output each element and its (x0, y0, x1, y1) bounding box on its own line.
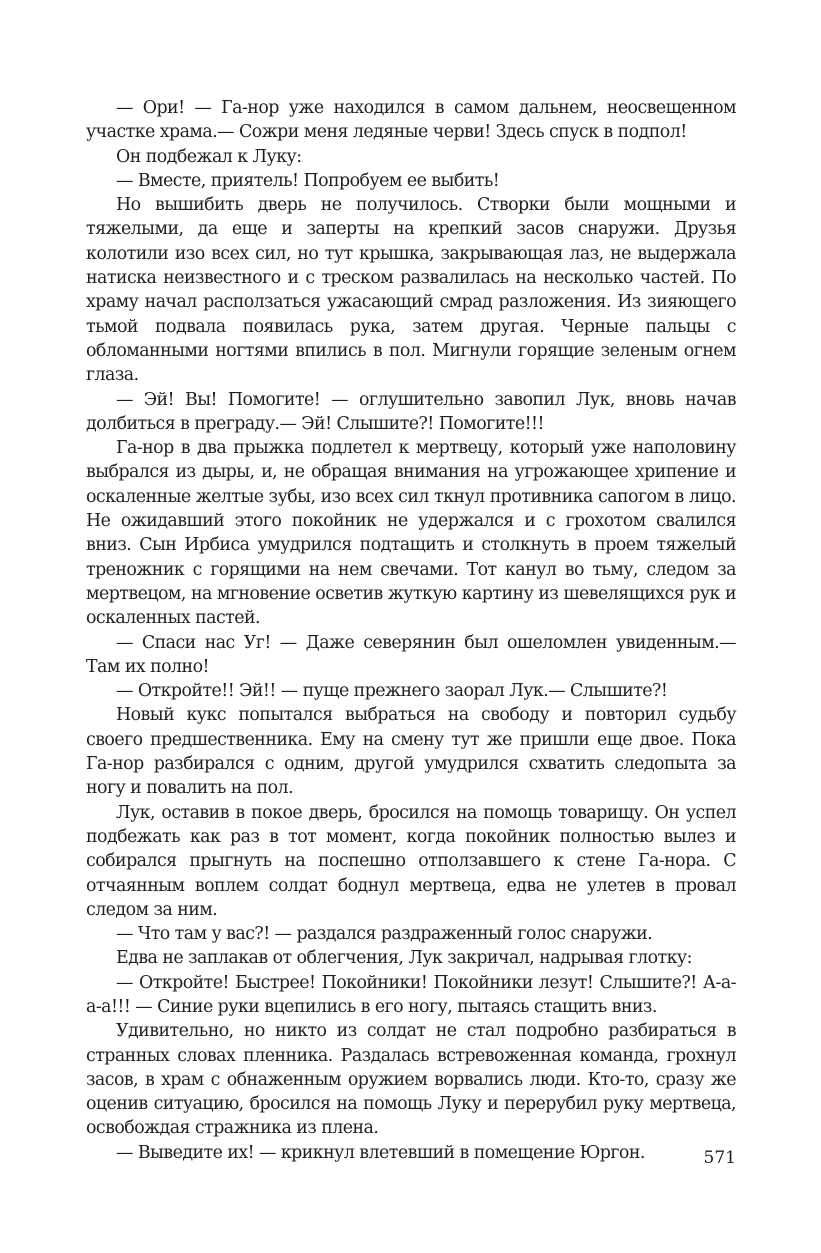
paragraph: Новый кукс попытался выбраться на свободу и повторил судьбу своего предшественника. Ему на смену тут же пришли еще двое. Пока Га-нор разбирался с одним, другой умудрился схватить следопыта за ногу и повалить на пол. (86, 705, 736, 799)
paragraph: — Вместе, приятель! Попробуем ее выбить! (116, 170, 500, 191)
paragraph: — Откройте! Быстрее! Покойники! Покойники лезут! Слышите?! А-а-а-а!!! — Синие руки вцепились в его ногу, пытаясь стащить вниз. (86, 972, 736, 1017)
paragraph: — Что там у вас?! — раздался раздраженный голос снаружи. (116, 924, 653, 945)
paragraph: — Откройте!! Эй!! — пуще прежнего заорал Лук.— Слышите?! (116, 681, 668, 702)
page-number: 571 (703, 1148, 736, 1168)
paragraph: Лук, оставив в покое дверь, бросился на помощь товарищу. Он успел подбежать как раз в тот момент, когда покойник полностью вылез и собирался прыгнуть на поспешно отползавшего к стене Га-нора. С отчаянным воплем солдат боднул мертвеца, едва не улетев в провал следом за ним. (86, 802, 736, 920)
paragraph: — Спаси нас Уг! — Даже северянин был ошеломлен увиденным.— Там их полно! (86, 632, 736, 677)
paragraph: Но вышибить дверь не получилось. Створки были мощными и тяжелыми, да еще и заперты на крепкий засов снаружи. Друзья колотили изо всех сил, но тут крышка, закрывающая лаз, не выдержала натиска неизвестного и с треском развалилась на несколько частей. По храму начал расползаться ужасающий смрад разложения. Из зияющего тьмой подвала появилась рука, затем другая. Черные пальцы с обломанными ногтями впились в пол. Мигнули горящие зеленым огнем глаза. (86, 195, 736, 386)
paragraph: — Ори! — Га-нор уже находился в самом дальнем, неосвещенном участке храма.— Сожри меня ледяные черви! Здесь спуск в подпол! (86, 98, 736, 143)
paragraph: Он подбежал к Луку: (116, 146, 302, 167)
paragraph: — Выведите их! — крикнул влетевший в помещение Юргон. (116, 1142, 645, 1163)
paragraph: — Эй! Вы! Помогите! — оглушительно завопил Лук, вновь начав долбиться в преграду.— Эй! Слышите?! Помогите!!! (86, 389, 736, 434)
paragraph: Га-нор в два прыжка подлетел к мертвецу, который уже наполовину выбрался из дыры, и, не обращая внимания на угрожающее хрипение и оскаленные желтые зубы, изо всех сил ткнул противника сапогом в лицо. Не ожидавший этого покойник не удержался и с грохотом свалился вниз. Сын Ирбиса умудрился подтащить и столкнуть в проем тяжелый треножник с горящими на нем свечами. Тот канул во тьму, следом за мертвецом, на мгновение осветив жуткую картину из шевелящихся рук и оскаленных пастей. (86, 438, 736, 629)
page-body-text (86, 96, 736, 1165)
paragraph: Удивительно, но никто из солдат не стал подробно разбираться в странных словах пленника. Раздалась встревоженная команда, грохнул засов, в храм с обнаженным оружием ворвались люди. Кто-то, сразу же оценив ситуацию, бросился на помощь Луку и перерубил руку мертвеца, освобождая стражника из плена. (86, 1021, 736, 1139)
paragraph: Едва не заплакав от облегчения, Лук закричал, надрывая глотку: (116, 948, 692, 969)
